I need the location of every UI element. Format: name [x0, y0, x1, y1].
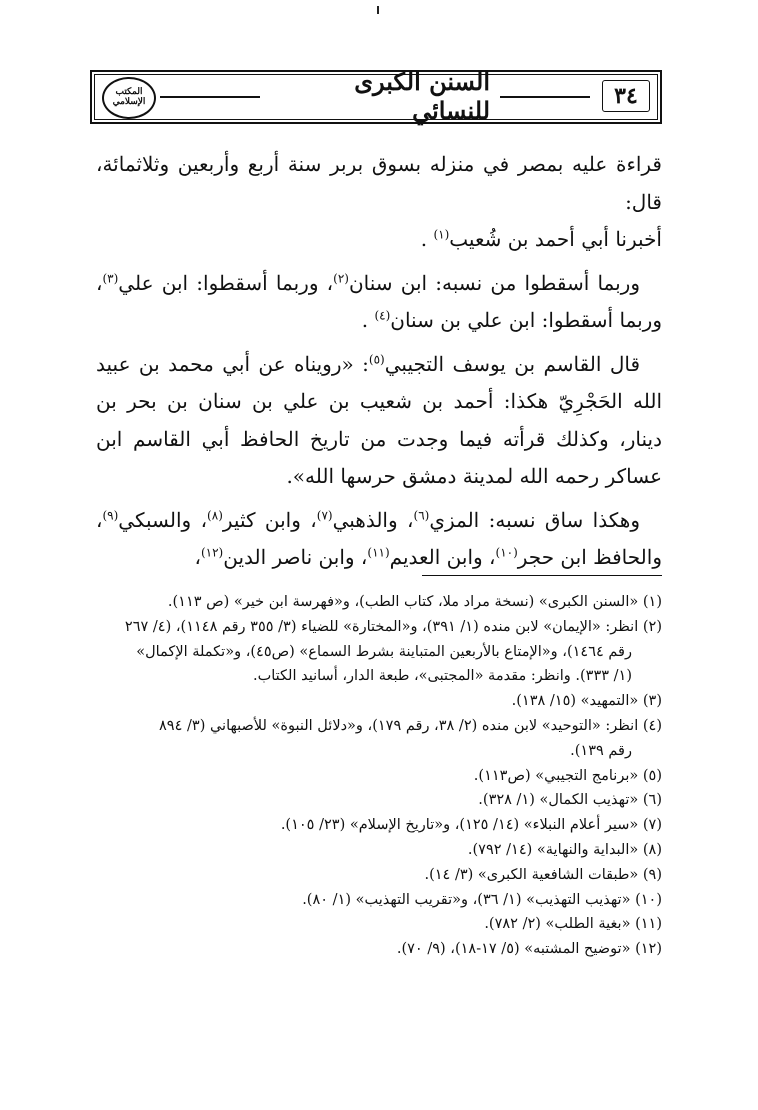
footnote-text: «التمهيد» (١٥/ ١٣٨). — [511, 693, 639, 710]
footnote-12 — [96, 937, 662, 962]
footnote-ref-10[interactable]: (١٠) — [495, 545, 518, 560]
page-number: ٣٤ — [602, 80, 650, 112]
footnote-1 — [96, 590, 662, 615]
footnote-continuation: رقم ١٤٦٤)، و«الإمتاع بالأربعين المتباينة بشرط السماع» (ص٤٥)، و«تكملة الإكمال» — [136, 643, 632, 660]
p1-line1: قراءة عليه بمصر في منزله بسوق بربر سنة أربع وأربعين وثلاثمائة، قال: — [96, 152, 662, 214]
footnote-number: (٢) — [642, 618, 662, 635]
p4-text-e: ، والحافظ ابن حجر — [96, 507, 662, 569]
footnote-9 — [96, 863, 662, 888]
p4-text-b: ، والذهبي — [332, 507, 414, 532]
footnote-2 — [96, 615, 662, 689]
footnote-text: انظر: «الإيمان» لابن منده (١/ ٣٩١)، و«المختارة» للضياء (٣/ ٣٥٥ رقم ١١٤٨)، (٤/ ٢٦٧ — [124, 618, 639, 635]
header-rule-right — [500, 96, 590, 98]
footnote-10 — [96, 888, 662, 913]
p4-text-d: ، والسبكي — [118, 507, 208, 532]
p1-end: . — [420, 227, 428, 251]
footnote-number: (٤) — [642, 717, 662, 734]
footnote-ref-9[interactable]: (٩) — [102, 507, 119, 522]
footnote-ref-3[interactable]: (٣) — [102, 270, 119, 285]
footnote-number: (١٢) — [635, 941, 662, 958]
footnote-ref-2[interactable]: (٢) — [333, 270, 349, 285]
book-title: السنن الكبرى للنسائي — [354, 67, 490, 125]
footnote-ref-1[interactable]: (١) — [433, 227, 450, 242]
paragraph-2 — [96, 265, 662, 340]
page-top-mark — [374, 6, 382, 14]
footnote-number: (٥) — [642, 767, 662, 784]
footnote-number: (٦) — [642, 792, 662, 809]
footnote-number: (١٠) — [635, 891, 662, 908]
footnote-6 — [96, 788, 662, 813]
p2-text-a: وربما أسقطوا من نسبه: ابن سنان — [348, 270, 640, 295]
footnote-number: (٨) — [642, 841, 662, 858]
p2-text-c: ، وربما أسقطوا: ابن علي بن سنان — [96, 270, 662, 332]
main-text — [96, 146, 662, 583]
p4-text-c: ، وابن كثير — [222, 507, 317, 532]
footnote-ref-6[interactable]: (٦) — [413, 507, 430, 522]
footnote-text: «سير أعلام النبلاء» (١٤/ ١٢٥)، و«تاريخ الإسلام» (٢٣/ ١٠٥). — [280, 817, 639, 834]
footnote-ref-11[interactable]: (١١) — [367, 545, 390, 560]
p2-end: . — [361, 308, 369, 332]
footnote-number: (١١) — [635, 916, 662, 933]
footnote-text: «تهذيب التهذيب» (١/ ٣٦)، و«تقريب التهذيب» (١/ ٨٠). — [302, 891, 631, 908]
paragraph-4 — [96, 502, 662, 577]
footnote-ref-12[interactable]: (١٢) — [200, 545, 224, 560]
footnote-8 — [96, 838, 662, 863]
p4-text-f: ، وابن العديم — [389, 545, 496, 569]
footnote-text: انظر: «التوحيد» لابن منده (٢/ ٣٨، رقم ١٧٩)، و«دلائل النبوة» للأصبهاني (٣/ ٨٩٤ — [159, 717, 639, 734]
paragraph-1 — [96, 146, 662, 259]
paragraph-3 — [96, 346, 662, 496]
footnote-number: (٧) — [642, 817, 662, 834]
footnote-ref-4[interactable]: (٤) — [374, 308, 391, 323]
p1-line2: أخبرنا أبي أحمد بن شُعيب — [449, 227, 662, 251]
footnote-3 — [96, 689, 662, 714]
p3-text-b: : «رويناه عن أبي محمد بن عبيد الله الحَجْرِيّ هكذا: أحمد بن شعيب بن علي بن سنان بن بحر بن دينار، وكذلك قرأته فيما وجدت من تاريخ الحافظ أبي القاسم ابن عساكر رحمه الله لمدينة دمشق حرسها الله». — [96, 351, 662, 488]
footnote-text: «برنامج التجيبي» (ص١١٣). — [473, 767, 639, 784]
footnote-continuation: رقم ١٣٩). — [570, 742, 632, 759]
footnote-number: (٣) — [642, 693, 662, 710]
p4-text-h: ، — [194, 545, 201, 569]
footnote-text: «توضيح المشتبه» (٥/ ١٧-١٨)، (٩/ ٧٠). — [396, 941, 631, 958]
footnote-4 — [96, 714, 662, 764]
footnote-ref-8[interactable]: (٨) — [207, 507, 223, 522]
footnote-5 — [96, 764, 662, 789]
p4-text-g: ، وابن ناصر الدين — [223, 545, 368, 569]
footnote-11 — [96, 912, 662, 937]
footnote-ref-5[interactable]: (٥) — [368, 351, 385, 366]
footnote-text: «تهذيب الكمال» (١/ ٣٢٨). — [478, 792, 639, 809]
footnote-text: «بغية الطلب» (٢/ ٧٨٢). — [484, 916, 631, 933]
header-rule-left — [160, 96, 260, 98]
page-header — [90, 67, 662, 125]
footnote-separator — [422, 575, 662, 576]
footnote-number: (١) — [642, 594, 662, 610]
publisher-emblem: المكتب الإسلامي — [102, 77, 156, 119]
footnote-text: «البداية والنهاية» (١٤/ ٧٩٢). — [467, 841, 639, 858]
footnote-text: «طبقات الشافعية الكبرى» (٣/ ١٤). — [424, 866, 639, 883]
p3-text-a: قال القاسم بن يوسف التجيبي — [384, 351, 641, 376]
footnote-ref-7[interactable]: (٧) — [316, 507, 333, 522]
footnotes — [96, 590, 662, 962]
footnote-7 — [96, 813, 662, 838]
footnote-text: «السنن الكبرى» (نسخة مراد ملا، كتاب الطب)، و«فهرسة ابن خير» (ص ١١٣). — [167, 594, 639, 610]
footnote-continuation: (١/ ٣٣٣). وانظر: مقدمة «المجتبى»، طبعة الدار، أسانيد الكتاب. — [252, 668, 632, 685]
footnote-number: (٩) — [642, 866, 662, 883]
p4-text-a: وهكذا ساق نسبه: المزي — [429, 507, 640, 532]
p2-text-b: ، وربما أسقطوا: ابن علي — [118, 270, 334, 295]
